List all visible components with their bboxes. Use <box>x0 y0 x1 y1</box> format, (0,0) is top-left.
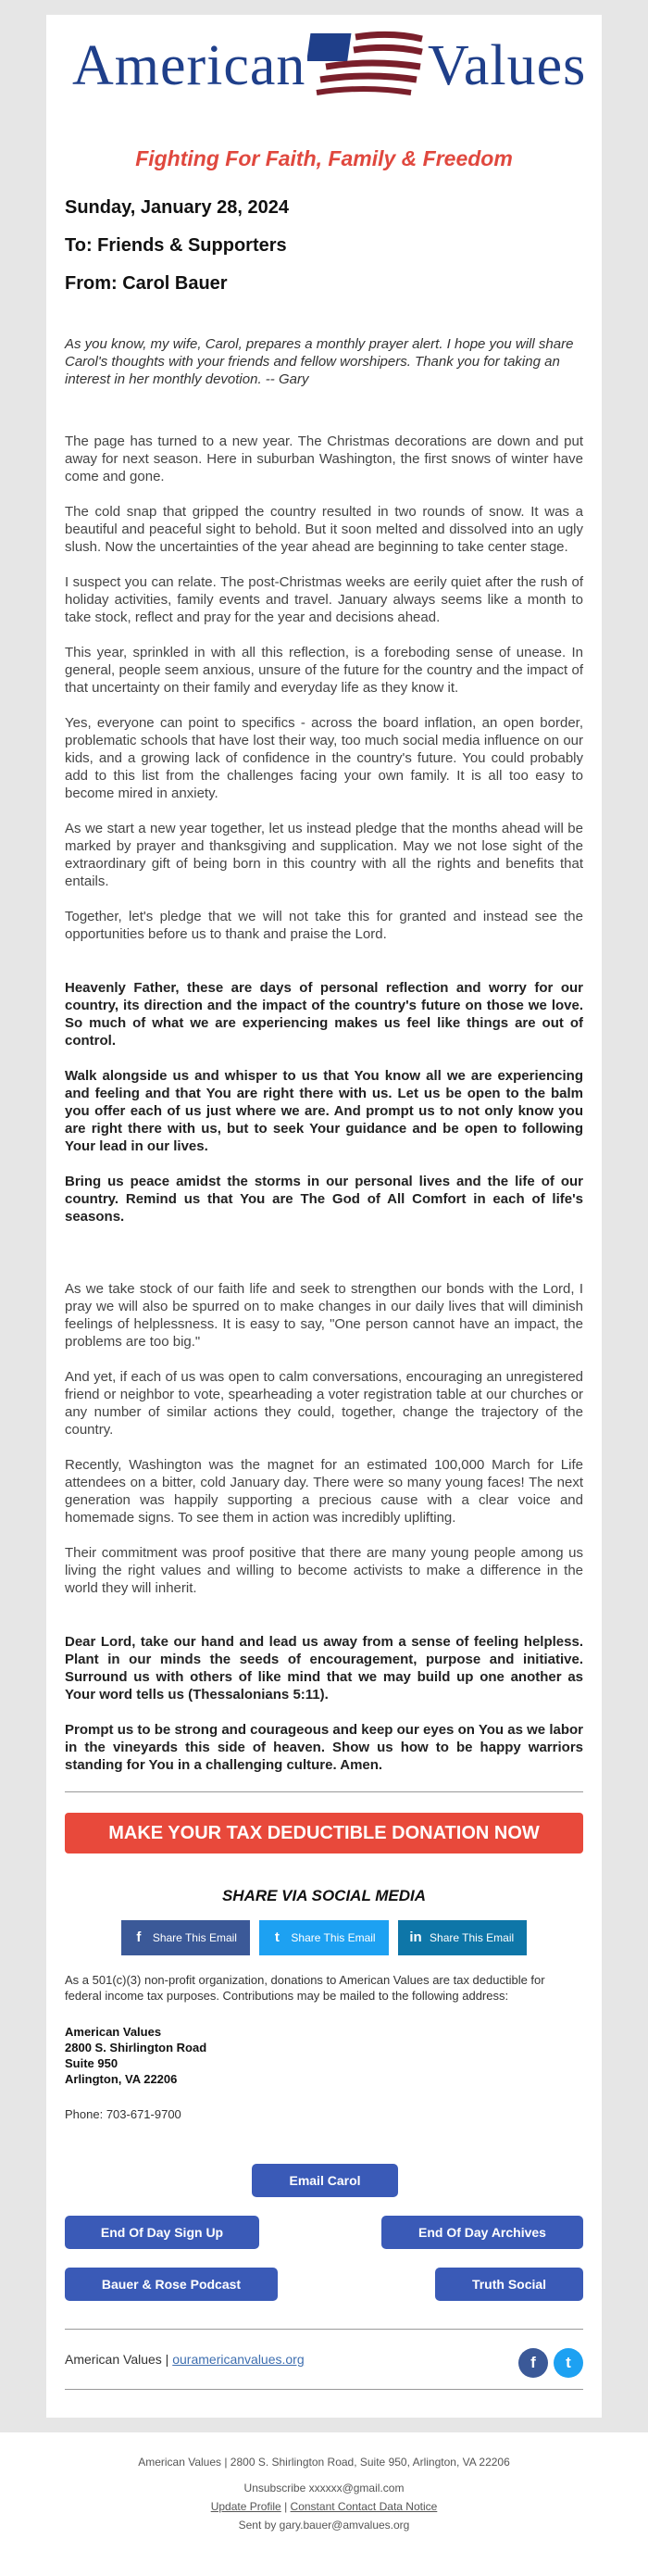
email-carol-button[interactable]: Email Carol <box>252 2164 398 2197</box>
end-of-day-archives-button[interactable]: End Of Day Archives <box>381 2216 583 2249</box>
data-notice-link[interactable]: Constant Contact Data Notice <box>290 2500 438 2513</box>
footer-address: American Values | 2800 S. Shirlington Road, Suite 950, Arlington, VA 22206 <box>138 2456 510 2469</box>
share-buttons <box>65 1920 583 1955</box>
body-paragraph: Recently, Washington was the magnet for an estimated 100,000 March for Life attendees on a bitter, cold January day. There were so many young faces! The next generation was happily supporting a precious cause with a clear voice and homemade signs. To see them in action was incredibly uplifting. <box>65 1457 583 1526</box>
update-profile-link[interactable]: Update Profile <box>210 2500 281 2513</box>
unsubscribe-link[interactable]: Unsubscribe xxxxxx@gmail.com <box>243 2482 405 2494</box>
logo-left-text: American <box>72 34 306 97</box>
address-line: Suite 950 <box>65 2056 118 2070</box>
podcast-button[interactable]: Bauer & Rose Podcast <box>65 2268 278 2301</box>
prayer-paragraph: Dear Lord, take our hand and lead us away from a sense of feeling helpless. Plant in our minds the seeds of encouragement, purpose and initiative. Surround us with others of like mind that we may build up one another as Your word tells us (Thessalonians 5:11). <box>65 1634 583 1703</box>
share-linkedin-button[interactable] <box>398 1920 527 1955</box>
body-paragraph: As we take stock of our faith life and seek to strengthen our bonds with the Lord, I pray we will also be spurred on to make changes in our daily lives that will diminish feelings of helplessness. It is easy to say, "One person cannot have an impact, the problems are too big." <box>65 1281 583 1350</box>
prayer-paragraph: Walk alongside us and whisper to us that You know all we are experiencing and feeling and that You are right there with us. Let us be open to the balm you offer each of us just where we are. And prompt us to not only know you are right there with us, but to seek Your guidance and be open to following Your lead in our lives. <box>65 1068 583 1154</box>
share-label: Share This Email <box>430 1931 515 1944</box>
address-line: Arlington, VA 22206 <box>65 2072 178 2086</box>
phone-number: Phone: 703-671-9700 <box>65 2107 181 2121</box>
flag-icon <box>307 30 426 100</box>
footer-org: American Values | <box>65 2352 169 2367</box>
from-heading: From: Carol Bauer <box>65 273 228 294</box>
facebook-icon[interactable]: f <box>518 2348 548 2378</box>
body-paragraph: As we start a new year together, let us instead pledge that the months ahead will be marked by prayer and thanksgiving and supplication. May we not lose sight of the extraordinary gift of being born in this country with all the rights and benefits that entails. <box>65 821 583 889</box>
twitter-icon[interactable]: t <box>554 2348 583 2378</box>
linkedin-icon: in <box>409 1929 422 1945</box>
email-card <box>46 15 602 2418</box>
logo-right-text: Values <box>428 34 587 97</box>
email-footer <box>0 2432 648 2532</box>
body-paragraph: The cold snap that gripped the country resulted in two rounds of snow. It was a beautiful and peaceful sight to behold. But it soon melted and dissolved into an ugly slush. Now the uncertainties of the year ahead are beginning to take center stage. <box>65 504 583 555</box>
body-paragraph: This year, sprinkled in with all this reflection, is a foreboding sense of unease. In general, people seem anxious, unsure of the future for the country and the impact of that uncertainty on their family and everyday life as they know it. <box>65 645 583 696</box>
prayer-paragraph: Bring us peace amidst the storms in our personal lives and the life of our country. Remind us that You are The God of All Comfort in each of life's seasons. <box>65 1174 583 1225</box>
footer-separator: | <box>284 2500 288 2513</box>
facebook-icon: f <box>136 1929 142 1945</box>
donate-button[interactable]: MAKE YOUR TAX DEDUCTIBLE DONATION NOW <box>65 1813 583 1853</box>
divider <box>65 1791 583 1792</box>
date-heading: Sunday, January 28, 2024 <box>65 197 289 218</box>
body-paragraph: The page has turned to a new year. The Christmas decorations are down and put away for next season. Here in suburban Washington, the first snows of winter have come and gone. <box>65 434 583 484</box>
body-paragraph: Yes, everyone can point to specifics - across the board inflation, an open border, problematic schools that have lost their way, too much social media influence on our kids, and a growing lack of confidence in the country's future. You could probably add to this list from the challenges facing your own family. It is all too easy to become mired in anxiety. <box>65 715 583 801</box>
to-heading: To: Friends & Supporters <box>65 235 287 256</box>
share-label: Share This Email <box>152 1931 237 1944</box>
end-of-day-signup-button[interactable]: End Of Day Sign Up <box>65 2216 259 2249</box>
sent-by: Sent by gary.bauer@amvalues.org <box>238 2519 410 2532</box>
address-line: 2800 S. Shirlington Road <box>65 2041 207 2055</box>
prayer-paragraph: Prompt us to be strong and courageous and keep our eyes on You as we labor in the vineyards this side of heaven. Show us how to be happy warriors standing for You in a challenging culture. Amen. <box>65 1722 583 1773</box>
footer-line <box>65 2348 583 2385</box>
truth-social-button[interactable]: Truth Social <box>435 2268 583 2301</box>
divider <box>65 2329 583 2330</box>
mailing-address <box>65 2024 583 2087</box>
footer-text <box>65 2352 305 2367</box>
address-line: American Values <box>65 2025 162 2039</box>
prayer-paragraph: Heavenly Father, these are days of personal reflection and worry for our country, its direction and the impact of the country's future on those we love. So much of what we are experiencing makes us feel like things are out of control. <box>65 980 583 1049</box>
share-label: Share This Email <box>291 1931 376 1944</box>
website-link[interactable]: ouramericanvalues.org <box>172 2352 305 2367</box>
tagline: Fighting For Faith, Family & Freedom <box>135 146 513 170</box>
share-facebook-button[interactable] <box>121 1920 250 1955</box>
body-paragraph: Together, let's pledge that we will not take this for granted and instead see the opportunities before us to thank and praise the Lord. <box>65 909 583 942</box>
share-twitter-button[interactable] <box>259 1920 388 1955</box>
body-paragraph: And yet, if each of us was open to calm conversations, encouraging an unregistered friend or neighbor to vote, spearheading a voter registration table at our churches or any number of similar actions they could, together, change the trajectory of the country. <box>65 1369 583 1438</box>
intro-note: As you know, my wife, Carol, prepares a monthly prayer alert. I hope you will share Carol's thoughts with your friends and fellow worshipers. Thank you for taking an interest in her monthly devotion. -- Gary <box>65 336 574 387</box>
body-paragraph: I suspect you can relate. The post-Christmas weeks are eerily quiet after the rush of holiday activities, family events and travel. January always seems like a month to take stock, reflect and pray for the year and decisions ahead. <box>65 574 583 625</box>
twitter-icon: t <box>274 1929 280 1945</box>
body-paragraph: Their commitment was proof positive that there are many young people among us living the right values and willing to become activists to make a difference in the world they will inherit. <box>65 1545 583 1596</box>
tax-note: As a 501(c)(3) non-profit organization, donations to American Values are tax deductible for federal income tax purposes. Contributions may be mailed to the following address: <box>65 1973 545 2003</box>
divider <box>65 2389 583 2390</box>
logo <box>65 15 587 115</box>
share-title: SHARE VIA SOCIAL MEDIA <box>221 1887 427 1904</box>
